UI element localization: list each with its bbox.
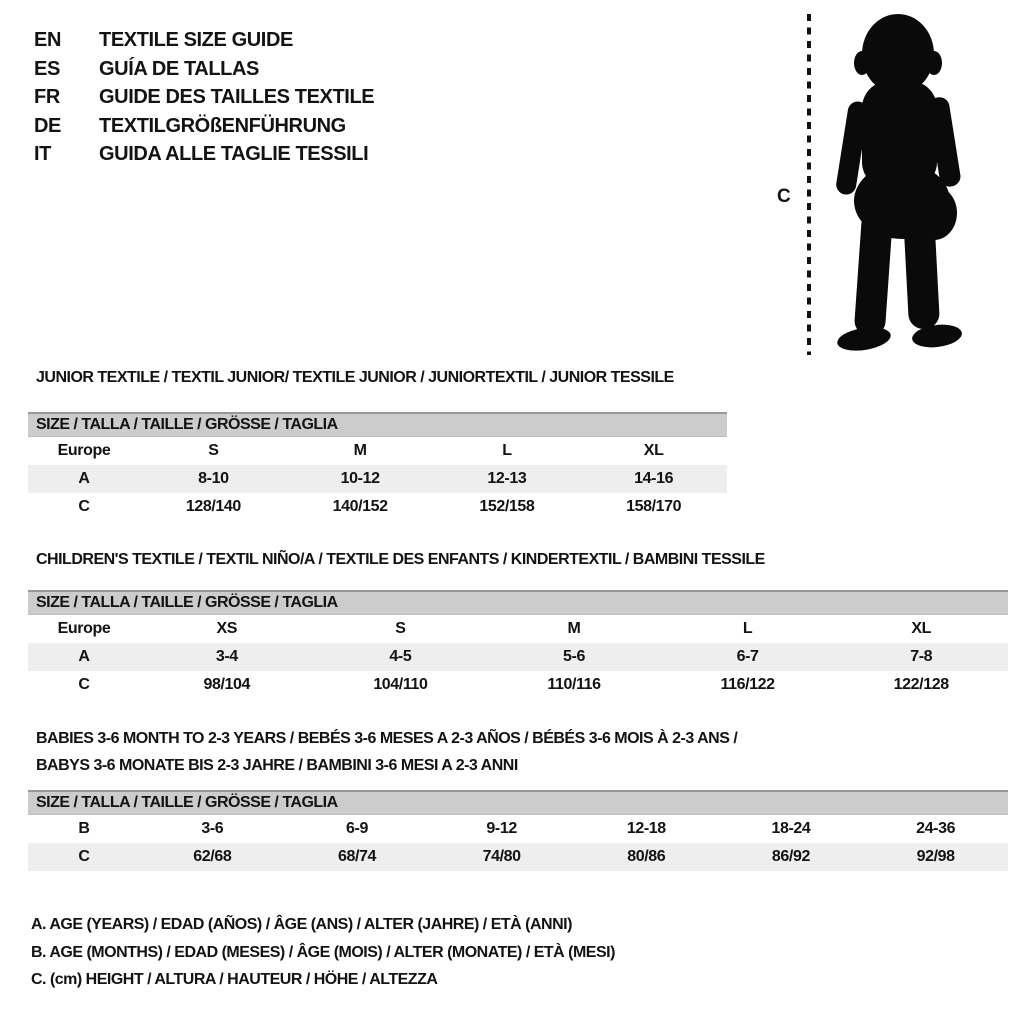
childrens-section <box>28 550 1008 699</box>
language-code: ES <box>34 57 60 80</box>
language-title: TEXTILE SIZE GUIDE <box>99 29 293 51</box>
table-row <box>28 437 727 465</box>
language-title: GUÍA DE TALLAS <box>99 57 259 80</box>
table-cell: XL <box>643 442 664 459</box>
row-label: C <box>78 498 90 515</box>
table-cell: 6-7 <box>736 648 759 665</box>
table-cell: 4-5 <box>389 648 412 665</box>
table-cell: 12-18 <box>626 820 666 837</box>
babies-section-heading-line1: BABIES 3-6 MONTH TO 2-3 YEARS / BEBÉS 3-6 MESES A 2-3 AÑOS / BÉBÉS 3-6 MOIS À 2-3 ANS / <box>36 730 738 747</box>
legend-line-a: A. AGE (YEARS) / EDAD (AÑOS) / ÂGE (ANS) / ALTER (JAHRE) / ETÀ (ANNI) <box>31 916 572 933</box>
table-cell: 110/116 <box>547 676 601 693</box>
table-row <box>28 615 1008 643</box>
table-cell: 24-36 <box>916 820 956 837</box>
language-title: TEXTILGRÖßENFÜHRUNG <box>99 114 346 137</box>
table-cell: S <box>208 442 219 459</box>
size-header-bar: SIZE / TALLA / TAILLE / GRÖSSE / TAGLIA <box>28 790 1008 815</box>
table-cell: 7-8 <box>910 648 933 665</box>
size-header-bar: SIZE / TALLA / TAILLE / GRÖSSE / TAGLIA <box>28 412 727 437</box>
table-cell: 68/74 <box>337 848 376 865</box>
table-cell: 8-10 <box>198 470 229 487</box>
height-measure-dotted-line <box>807 14 811 355</box>
language-row <box>34 83 374 112</box>
row-label: C <box>78 848 90 865</box>
table-cell: 80/86 <box>627 848 666 865</box>
size-header-bar: SIZE / TALLA / TAILLE / GRÖSSE / TAGLIA <box>28 590 1008 615</box>
babies-section-heading-line2: BABYS 3-6 MONATE BIS 2-3 JAHRE / BAMBINI 3-6 MESI A 2-3 ANNI <box>36 757 518 774</box>
table-cell: 5-6 <box>563 648 585 665</box>
table-cell: 128/140 <box>185 498 241 515</box>
row-label: Europe <box>57 620 111 637</box>
language-row <box>34 112 374 141</box>
table-cell: 62/68 <box>193 848 232 865</box>
babies-size-table <box>28 815 1008 871</box>
table-cell: XS <box>216 620 238 637</box>
table-cell: S <box>395 620 406 637</box>
legend-line-b: B. AGE (MONTHS) / EDAD (MESES) / ÂGE (MOIS) / ALTER (MONATE) / ETÀ (MESI) <box>31 943 615 961</box>
table-row <box>28 643 1008 671</box>
language-title: GUIDA ALLE TAGLIE TESSILI <box>99 143 369 166</box>
table-cell: 92/98 <box>916 848 955 865</box>
table-cell: 140/152 <box>332 498 388 515</box>
table-cell: 104/110 <box>373 676 428 693</box>
junior-section-heading: JUNIOR TEXTILE / TEXTIL JUNIOR/ TEXTILE JUNIOR / JUNIORTEXTIL / JUNIOR TESSILE <box>36 369 674 386</box>
table-cell: L <box>742 620 753 637</box>
table-cell: 86/92 <box>771 848 810 865</box>
table-cell: M <box>567 620 581 637</box>
language-code: IT <box>34 143 51 166</box>
measurement-legend <box>31 911 615 994</box>
table-cell: 18-24 <box>771 820 811 837</box>
row-label: Europe <box>57 442 111 459</box>
baby-silhouette <box>822 11 974 354</box>
table-cell: 12-13 <box>487 470 527 487</box>
table-cell: M <box>353 442 367 459</box>
table-row <box>28 843 1008 871</box>
row-label: C <box>78 676 90 693</box>
language-row <box>34 140 374 169</box>
table-cell: 3-6 <box>201 820 224 837</box>
table-cell: 158/170 <box>626 498 682 515</box>
row-label: A <box>78 470 90 487</box>
table-cell: 122/128 <box>893 676 949 693</box>
language-row <box>34 26 374 55</box>
table-cell: 6-9 <box>346 820 368 837</box>
table-cell: 74/80 <box>482 848 521 865</box>
junior-size-table <box>28 437 727 521</box>
height-measure-label: C <box>777 186 791 207</box>
language-title-list <box>34 26 374 169</box>
row-label: B <box>78 820 90 837</box>
table-cell: 3-4 <box>215 648 238 665</box>
table-cell: XL <box>911 620 932 637</box>
junior-section <box>28 368 727 521</box>
childrens-size-table <box>28 615 1008 699</box>
language-code: EN <box>34 29 61 51</box>
language-code: DE <box>34 114 61 137</box>
table-cell: 9-12 <box>486 820 517 837</box>
table-cell: 152/158 <box>479 498 535 515</box>
table-cell: 116/122 <box>720 676 775 693</box>
table-cell: 98/104 <box>203 676 251 693</box>
language-code: FR <box>34 86 60 109</box>
language-title: GUIDE DES TAILLES TEXTILE <box>99 86 375 109</box>
table-cell: L <box>502 442 512 459</box>
table-cell: 14-16 <box>634 470 674 487</box>
legend-line-c: C. (cm) HEIGHT / ALTURA / HAUTEUR / HÖHE / ALTEZZA <box>31 971 438 988</box>
table-row <box>28 671 1008 699</box>
language-row <box>34 55 374 84</box>
table-row <box>28 815 1008 843</box>
table-row <box>28 493 727 521</box>
babies-section <box>28 725 1008 871</box>
table-row <box>28 465 727 493</box>
childrens-section-heading: CHILDREN'S TEXTILE / TEXTIL NIÑO/A / TEXTILE DES ENFANTS / KINDERTEXTIL / BAMBINI TESSILE <box>36 551 765 568</box>
row-label: A <box>78 648 90 665</box>
table-cell: 10-12 <box>340 470 380 487</box>
